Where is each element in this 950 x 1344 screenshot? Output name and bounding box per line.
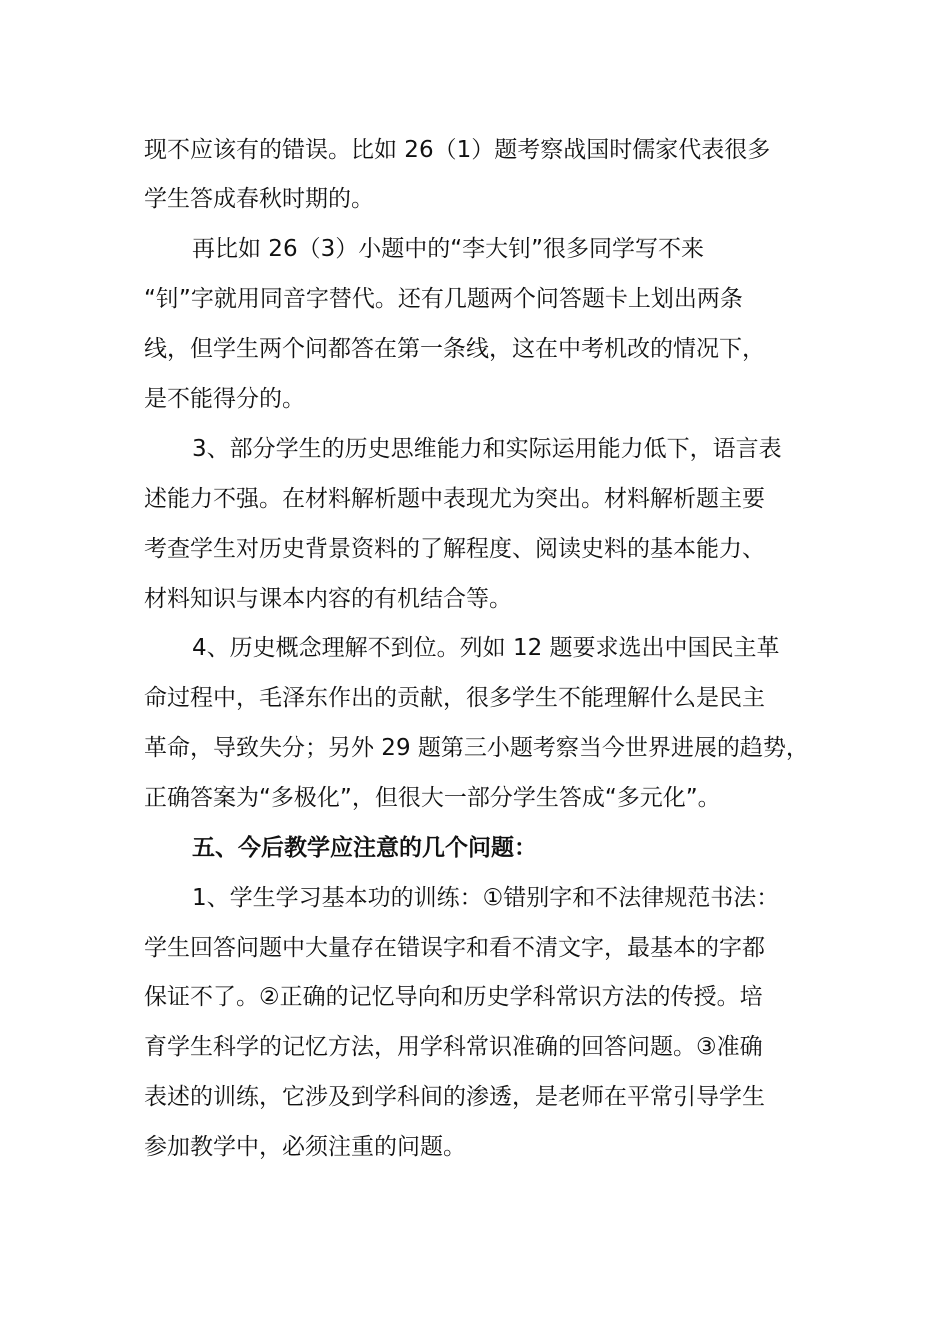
text-line: 4、历史概念理解不到位。列如 12 题要求选出中国民主革: [192, 635, 780, 661]
text-line: 育学生科学的记忆方法，用学科常识准确的回答问题。③准确: [144, 1034, 763, 1060]
text-line: 是不能得分的。: [144, 386, 305, 412]
text-line: “钊”字就用同音字替代。还有几题两个问答题卡上划出两条: [144, 286, 743, 312]
text-line: 学生答成春秋时期的。: [144, 186, 374, 212]
section-heading: 五、今后教学应注意的几个问题：: [192, 835, 537, 861]
text-line: 表述的训练，它涉及到学科间的渗透，是老师在平常引导学生: [144, 1084, 765, 1110]
text-line: 革命，导致失分；另外 29 题第三小题考察当今世界进展的趋势，: [144, 735, 809, 761]
text-line: 1、学生学习基本功的训练：①错别字和不法律规范书法：: [192, 885, 780, 911]
text-line: 命过程中，毛泽东作出的贡献，很多学生不能理解什么是民主: [144, 685, 765, 711]
text-line: 述能力不强。在材料解析题中表现尤为突出。材料解析题主要: [144, 486, 765, 512]
text-line: 3、部分学生的历史思维能力和实际运用能力低下，语言表: [192, 436, 782, 462]
text-line: 正确答案为“多极化”，但很大一部分学生答成“多元化”。: [144, 785, 721, 811]
text-line: 材料知识与课本内容的有机结合等。: [144, 586, 512, 612]
text-line: 保证不了。②正确的记忆导向和历史学科常识方法的传授。培: [144, 984, 763, 1010]
text-line: 考查学生对历史背景资料的了解程度、阅读史料的基本能力、: [144, 536, 765, 562]
text-line: 学生回答问题中大量存在错误字和看不清文字，最基本的字都: [144, 935, 765, 961]
text-line: 线，但学生两个问都答在第一条线，这在中考机改的情况下，: [144, 336, 765, 362]
text-line: 再比如 26（3）小题中的“李大钊”很多同学写不来: [192, 236, 705, 262]
text-line: 参加教学中，必须注重的问题。: [144, 1134, 466, 1160]
text-line: 现不应该有的错误。比如 26（1）题考察战国时儒家代表很多: [144, 137, 771, 163]
